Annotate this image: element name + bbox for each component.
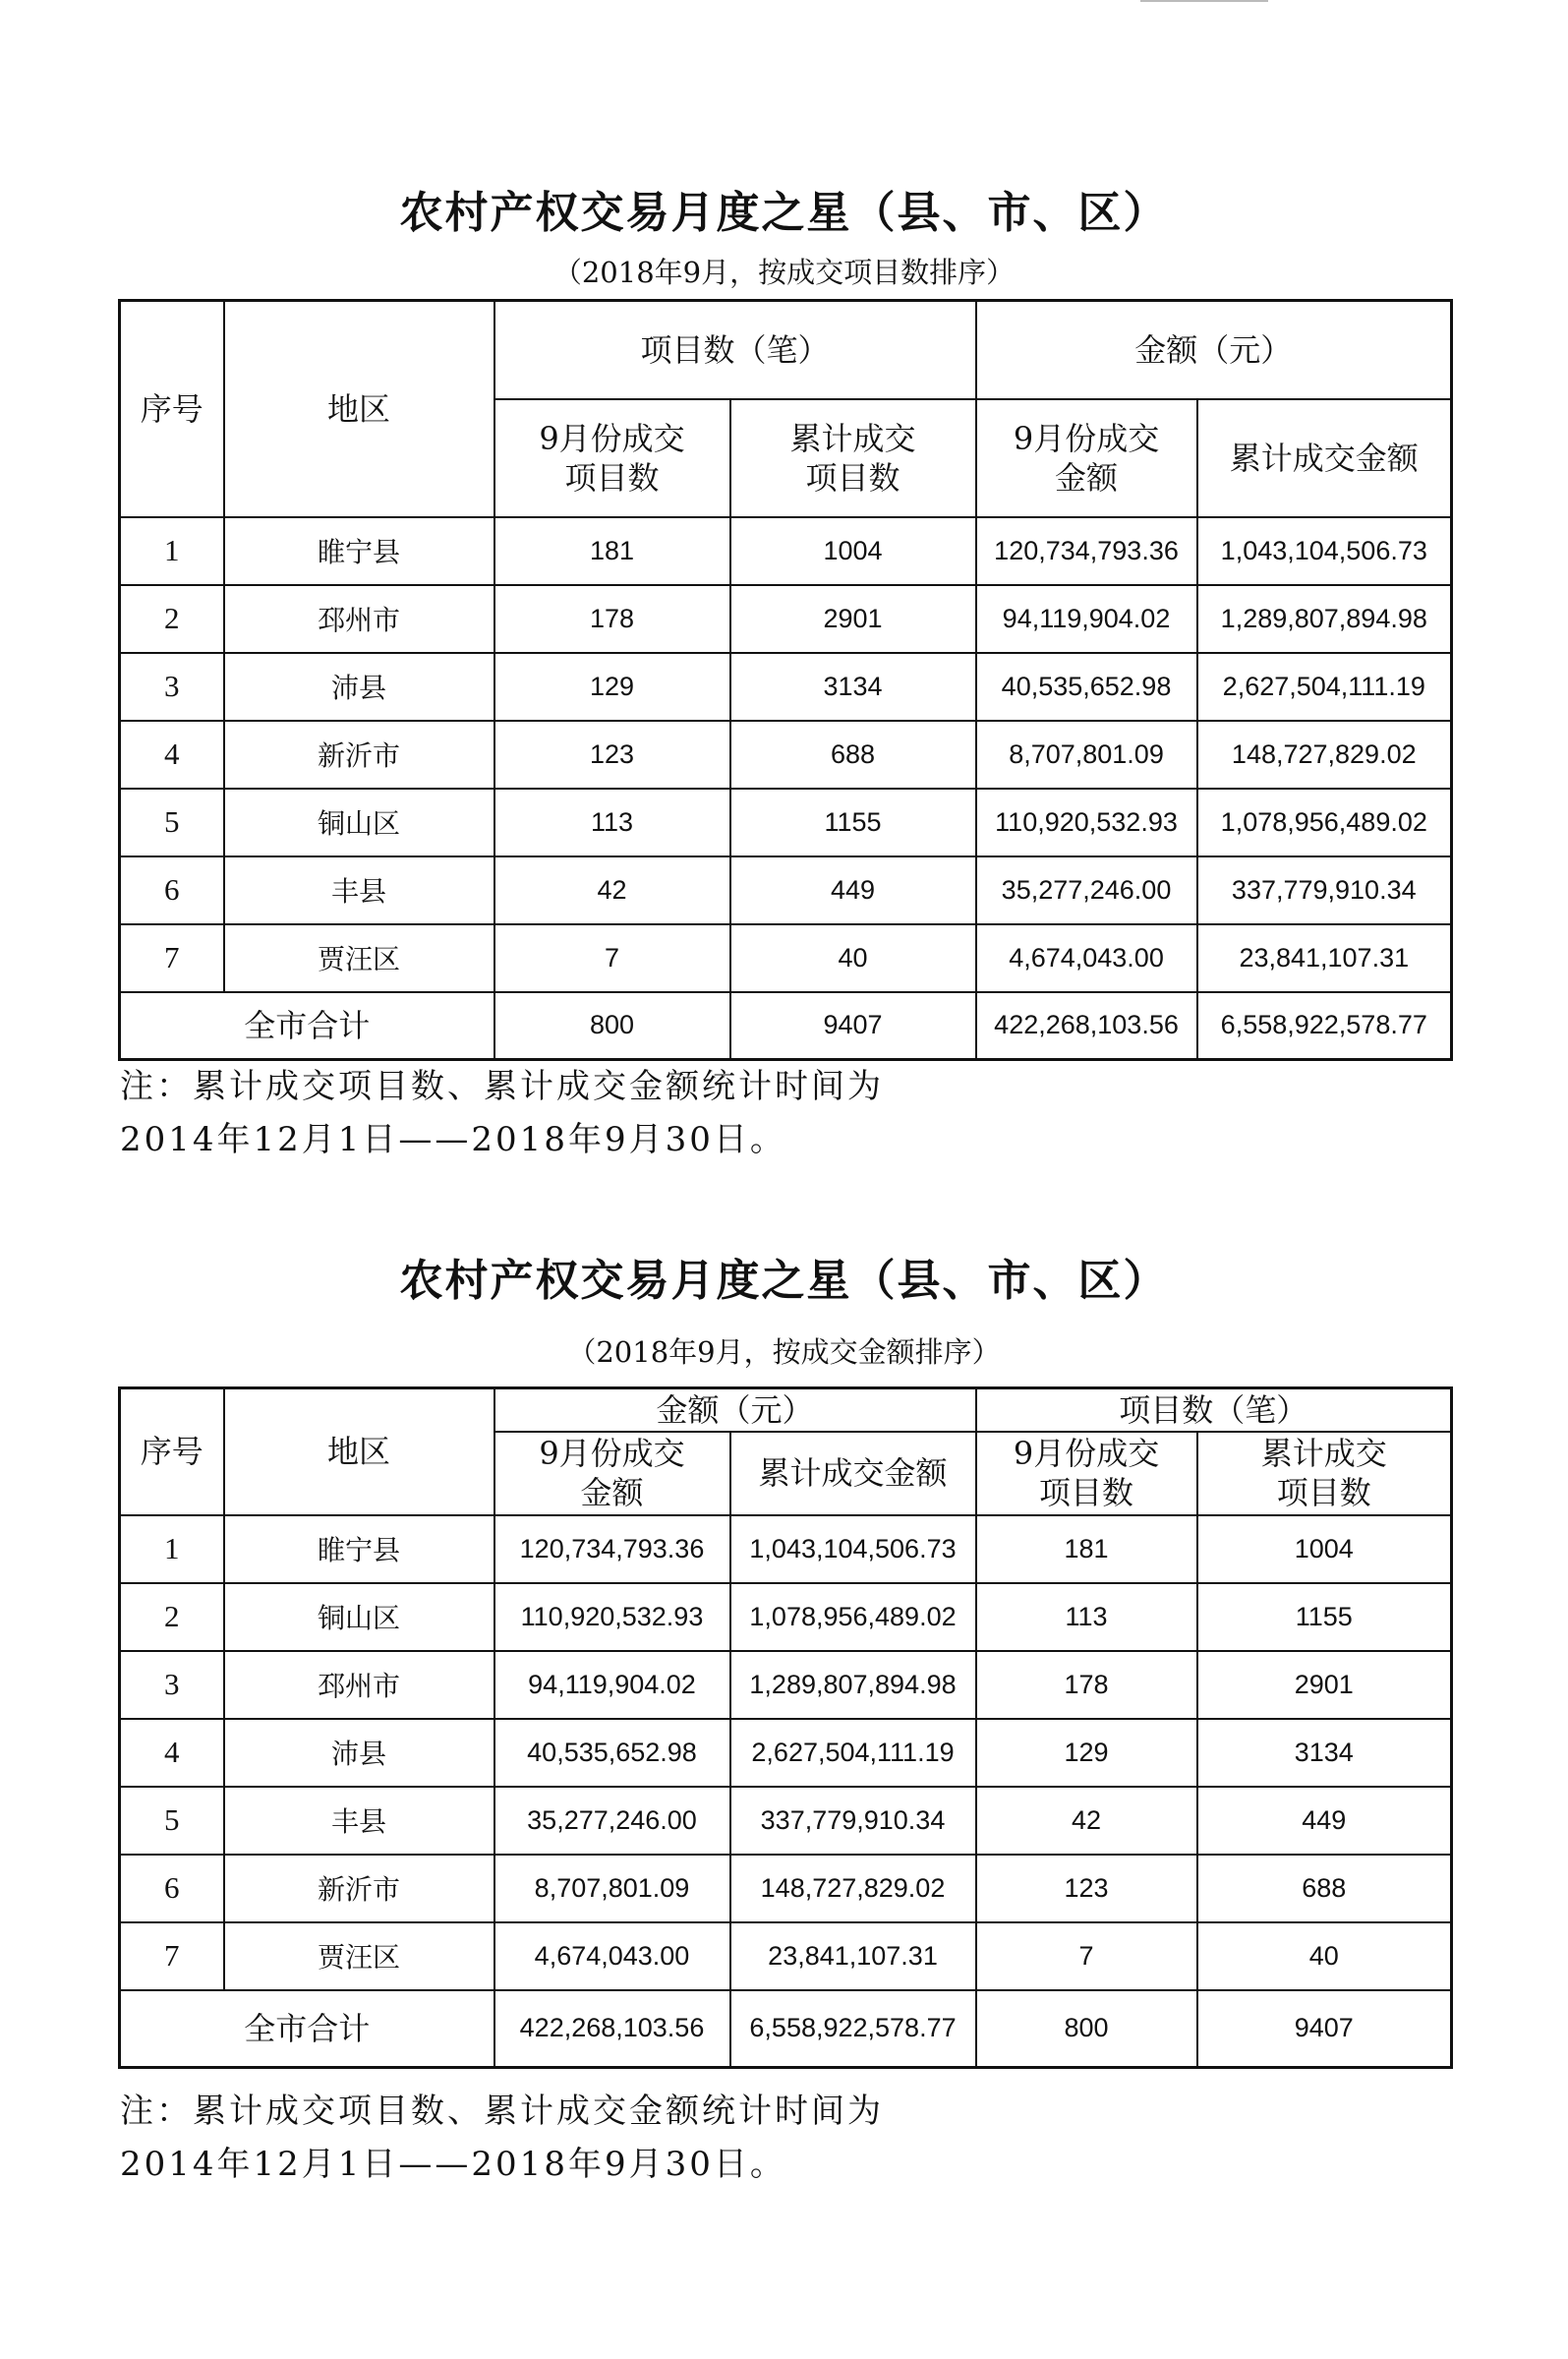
table-row — [120, 924, 1452, 992]
cell-value: 449 — [730, 856, 976, 924]
cell-region: 新沂市 — [224, 721, 494, 789]
table1-header-seq: 序号 — [120, 301, 224, 517]
table-row — [120, 1787, 1452, 1855]
cell-total-value: 6,558,922,578.77 — [730, 1990, 976, 2068]
cell-value: 449 — [1197, 1787, 1452, 1855]
cell-seq: 1 — [120, 517, 224, 585]
cell-value: 1155 — [730, 789, 976, 856]
cell-seq: 2 — [120, 1583, 224, 1651]
cell-region: 新沂市 — [224, 1855, 494, 1922]
cell-value: 688 — [1197, 1855, 1452, 1922]
table2-header-col1 — [494, 1432, 730, 1515]
cell-value: 3134 — [730, 653, 976, 721]
cell-total-label: 全市合计 — [120, 992, 494, 1060]
cell-value: 7 — [976, 1922, 1197, 1990]
table1-total-row — [120, 992, 1452, 1060]
table2-header-col4 — [1197, 1432, 1452, 1515]
table-row — [120, 1855, 1452, 1922]
table1-subtitle: （2018年9月，按成交项目数排序） — [552, 256, 1016, 289]
cell-value: 123 — [494, 721, 730, 789]
cell-value: 23,841,107.31 — [1197, 924, 1452, 992]
cell-value: 94,119,904.02 — [494, 1651, 730, 1719]
cell-value: 2,627,504,111.19 — [730, 1719, 976, 1787]
cell-value: 1004 — [730, 517, 976, 585]
cell-value: 35,277,246.00 — [976, 856, 1197, 924]
table-row — [120, 721, 1452, 789]
table2-note — [120, 2085, 884, 2191]
cell-value: 3134 — [1197, 1719, 1452, 1787]
cell-value: 40,535,652.98 — [976, 653, 1197, 721]
table1-header-region: 地区 — [224, 301, 494, 517]
cell-value: 2,627,504,111.19 — [1197, 653, 1452, 721]
note-line: 注：累计成交项目数、累计成交金额统计时间为 — [120, 1067, 884, 1106]
cell-total-value: 6,558,922,578.77 — [1197, 992, 1452, 1060]
cell-value: 110,920,532.93 — [494, 1583, 730, 1651]
cell-value: 110,920,532.93 — [976, 789, 1197, 856]
cell-seq: 7 — [120, 1922, 224, 1990]
cell-value: 4,674,043.00 — [976, 924, 1197, 992]
table1-header-row-1 — [120, 301, 1452, 399]
cell-seq: 3 — [120, 1651, 224, 1719]
table2-header-region: 地区 — [224, 1388, 494, 1515]
table1-note — [120, 1060, 884, 1166]
cell-seq: 1 — [120, 1515, 224, 1583]
table2-total-row — [120, 1990, 1452, 2068]
header-line: 金额 — [580, 1474, 644, 1511]
table1 — [118, 299, 1453, 1061]
cell-value: 337,779,910.34 — [1197, 856, 1452, 924]
table1-title: 农村产权交易月度之星（县、市、区） — [399, 188, 1169, 238]
cell-region: 铜山区 — [224, 789, 494, 856]
cell-region: 贾汪区 — [224, 924, 494, 992]
cell-region: 睢宁县 — [224, 517, 494, 585]
cell-total-value: 9407 — [1197, 1990, 1452, 2068]
cell-value: 181 — [976, 1515, 1197, 1583]
cell-value: 23,841,107.31 — [730, 1922, 976, 1990]
table2-header-seq: 序号 — [120, 1388, 224, 1515]
cell-value: 2901 — [730, 585, 976, 653]
cell-seq: 4 — [120, 1719, 224, 1787]
cell-value: 1,043,104,506.73 — [730, 1515, 976, 1583]
cell-region: 沛县 — [224, 1719, 494, 1787]
cell-region: 丰县 — [224, 1787, 494, 1855]
cell-value: 35,277,246.00 — [494, 1787, 730, 1855]
cell-value: 120,734,793.36 — [494, 1515, 730, 1583]
header-line: 项目数 — [1276, 1474, 1371, 1511]
table1-header-col3 — [976, 399, 1197, 517]
table-row — [120, 856, 1452, 924]
table-row — [120, 1583, 1452, 1651]
cell-seq: 6 — [120, 856, 224, 924]
table-row — [120, 789, 1452, 856]
cell-region: 邳州市 — [224, 1651, 494, 1719]
table2-subtitle: （2018年9月，按成交金额排序） — [567, 1335, 1001, 1369]
cell-value: 129 — [976, 1719, 1197, 1787]
header-line: 9月份成交 — [1013, 419, 1160, 457]
cell-region: 贾汪区 — [224, 1922, 494, 1990]
cell-value: 42 — [976, 1787, 1197, 1855]
cell-total-value: 9407 — [730, 992, 976, 1060]
cell-value: 129 — [494, 653, 730, 721]
table-row — [120, 585, 1452, 653]
cell-value: 1,289,807,894.98 — [1197, 585, 1452, 653]
cell-value: 8,707,801.09 — [494, 1855, 730, 1922]
table1-header-col4: 累计成交金额 — [1197, 399, 1452, 517]
cell-seq: 4 — [120, 721, 224, 789]
note-line: 注：累计成交项目数、累计成交金额统计时间为 — [120, 2092, 884, 2131]
cell-region: 沛县 — [224, 653, 494, 721]
cell-value: 148,727,829.02 — [1197, 721, 1452, 789]
cell-region: 丰县 — [224, 856, 494, 924]
cell-total-value: 800 — [976, 1990, 1197, 2068]
note-line: 2014年12月1日——2018年9月30日。 — [120, 2145, 786, 2184]
cell-value: 1,043,104,506.73 — [1197, 517, 1452, 585]
cell-value: 40,535,652.98 — [494, 1719, 730, 1787]
header-line: 累计成交 — [1260, 1435, 1387, 1472]
cell-total-value: 422,268,103.56 — [494, 1990, 730, 2068]
table2-title: 农村产权交易月度之星（县、市、区） — [399, 1256, 1169, 1306]
cell-seq: 2 — [120, 585, 224, 653]
cell-value: 178 — [494, 585, 730, 653]
table2 — [118, 1386, 1453, 2069]
table-row — [120, 1515, 1452, 1583]
cell-value: 1,078,956,489.02 — [730, 1583, 976, 1651]
table2-header-col3 — [976, 1432, 1197, 1515]
cell-value: 94,119,904.02 — [976, 585, 1197, 653]
cell-value: 40 — [1197, 1922, 1452, 1990]
table-row — [120, 517, 1452, 585]
table2-header-group-count: 项目数（笔） — [976, 1388, 1452, 1432]
cell-value: 1155 — [1197, 1583, 1452, 1651]
header-line: 项目数 — [1039, 1474, 1134, 1511]
cell-value: 148,727,829.02 — [730, 1855, 976, 1922]
header-line: 9月份成交 — [539, 1435, 685, 1472]
table2-header-col2: 累计成交金额 — [730, 1432, 976, 1515]
header-line: 项目数 — [805, 458, 900, 497]
cell-value: 1,078,956,489.02 — [1197, 789, 1452, 856]
table-row — [120, 1922, 1452, 1990]
cell-value: 4,674,043.00 — [494, 1922, 730, 1990]
cell-value: 178 — [976, 1651, 1197, 1719]
header-line: 9月份成交 — [1013, 1435, 1160, 1472]
header-line: 项目数 — [564, 458, 660, 497]
header-line: 9月份成交 — [539, 419, 685, 457]
cell-seq: 3 — [120, 653, 224, 721]
table1-header-group-amount: 金额（元） — [976, 301, 1452, 399]
table-row — [120, 653, 1452, 721]
cell-value: 120,734,793.36 — [976, 517, 1197, 585]
note-line: 2014年12月1日——2018年9月30日。 — [120, 1120, 786, 1159]
cell-value: 337,779,910.34 — [730, 1787, 976, 1855]
cell-value: 123 — [976, 1855, 1197, 1922]
cell-value: 40 — [730, 924, 976, 992]
cell-value: 688 — [730, 721, 976, 789]
cell-value: 7 — [494, 924, 730, 992]
cell-value: 113 — [494, 789, 730, 856]
cell-region: 邳州市 — [224, 585, 494, 653]
cell-region: 铜山区 — [224, 1583, 494, 1651]
table1-header-group-count: 项目数（笔） — [494, 301, 976, 399]
cell-region: 睢宁县 — [224, 1515, 494, 1583]
cell-seq: 7 — [120, 924, 224, 992]
cell-total-label: 全市合计 — [120, 1990, 494, 2068]
cell-value: 1,289,807,894.98 — [730, 1651, 976, 1719]
table-row — [120, 1651, 1452, 1719]
cell-value: 113 — [976, 1583, 1197, 1651]
table1-header-col1 — [494, 399, 730, 517]
header-line: 累计成交 — [789, 419, 916, 457]
header-line: 金额 — [1055, 458, 1119, 497]
cell-total-value: 422,268,103.56 — [976, 992, 1197, 1060]
cell-seq: 5 — [120, 789, 224, 856]
table2-header-row-1 — [120, 1388, 1452, 1432]
table1-header-col2 — [730, 399, 976, 517]
cell-seq: 6 — [120, 1855, 224, 1922]
table-row — [120, 1719, 1452, 1787]
cell-seq: 5 — [120, 1787, 224, 1855]
cell-total-value: 800 — [494, 992, 730, 1060]
cell-value: 181 — [494, 517, 730, 585]
scan-edge-mark — [1140, 0, 1268, 8]
table2-header-group-amount: 金额（元） — [494, 1388, 976, 1432]
cell-value: 1004 — [1197, 1515, 1452, 1583]
cell-value: 2901 — [1197, 1651, 1452, 1719]
cell-value: 42 — [494, 856, 730, 924]
cell-value: 8,707,801.09 — [976, 721, 1197, 789]
